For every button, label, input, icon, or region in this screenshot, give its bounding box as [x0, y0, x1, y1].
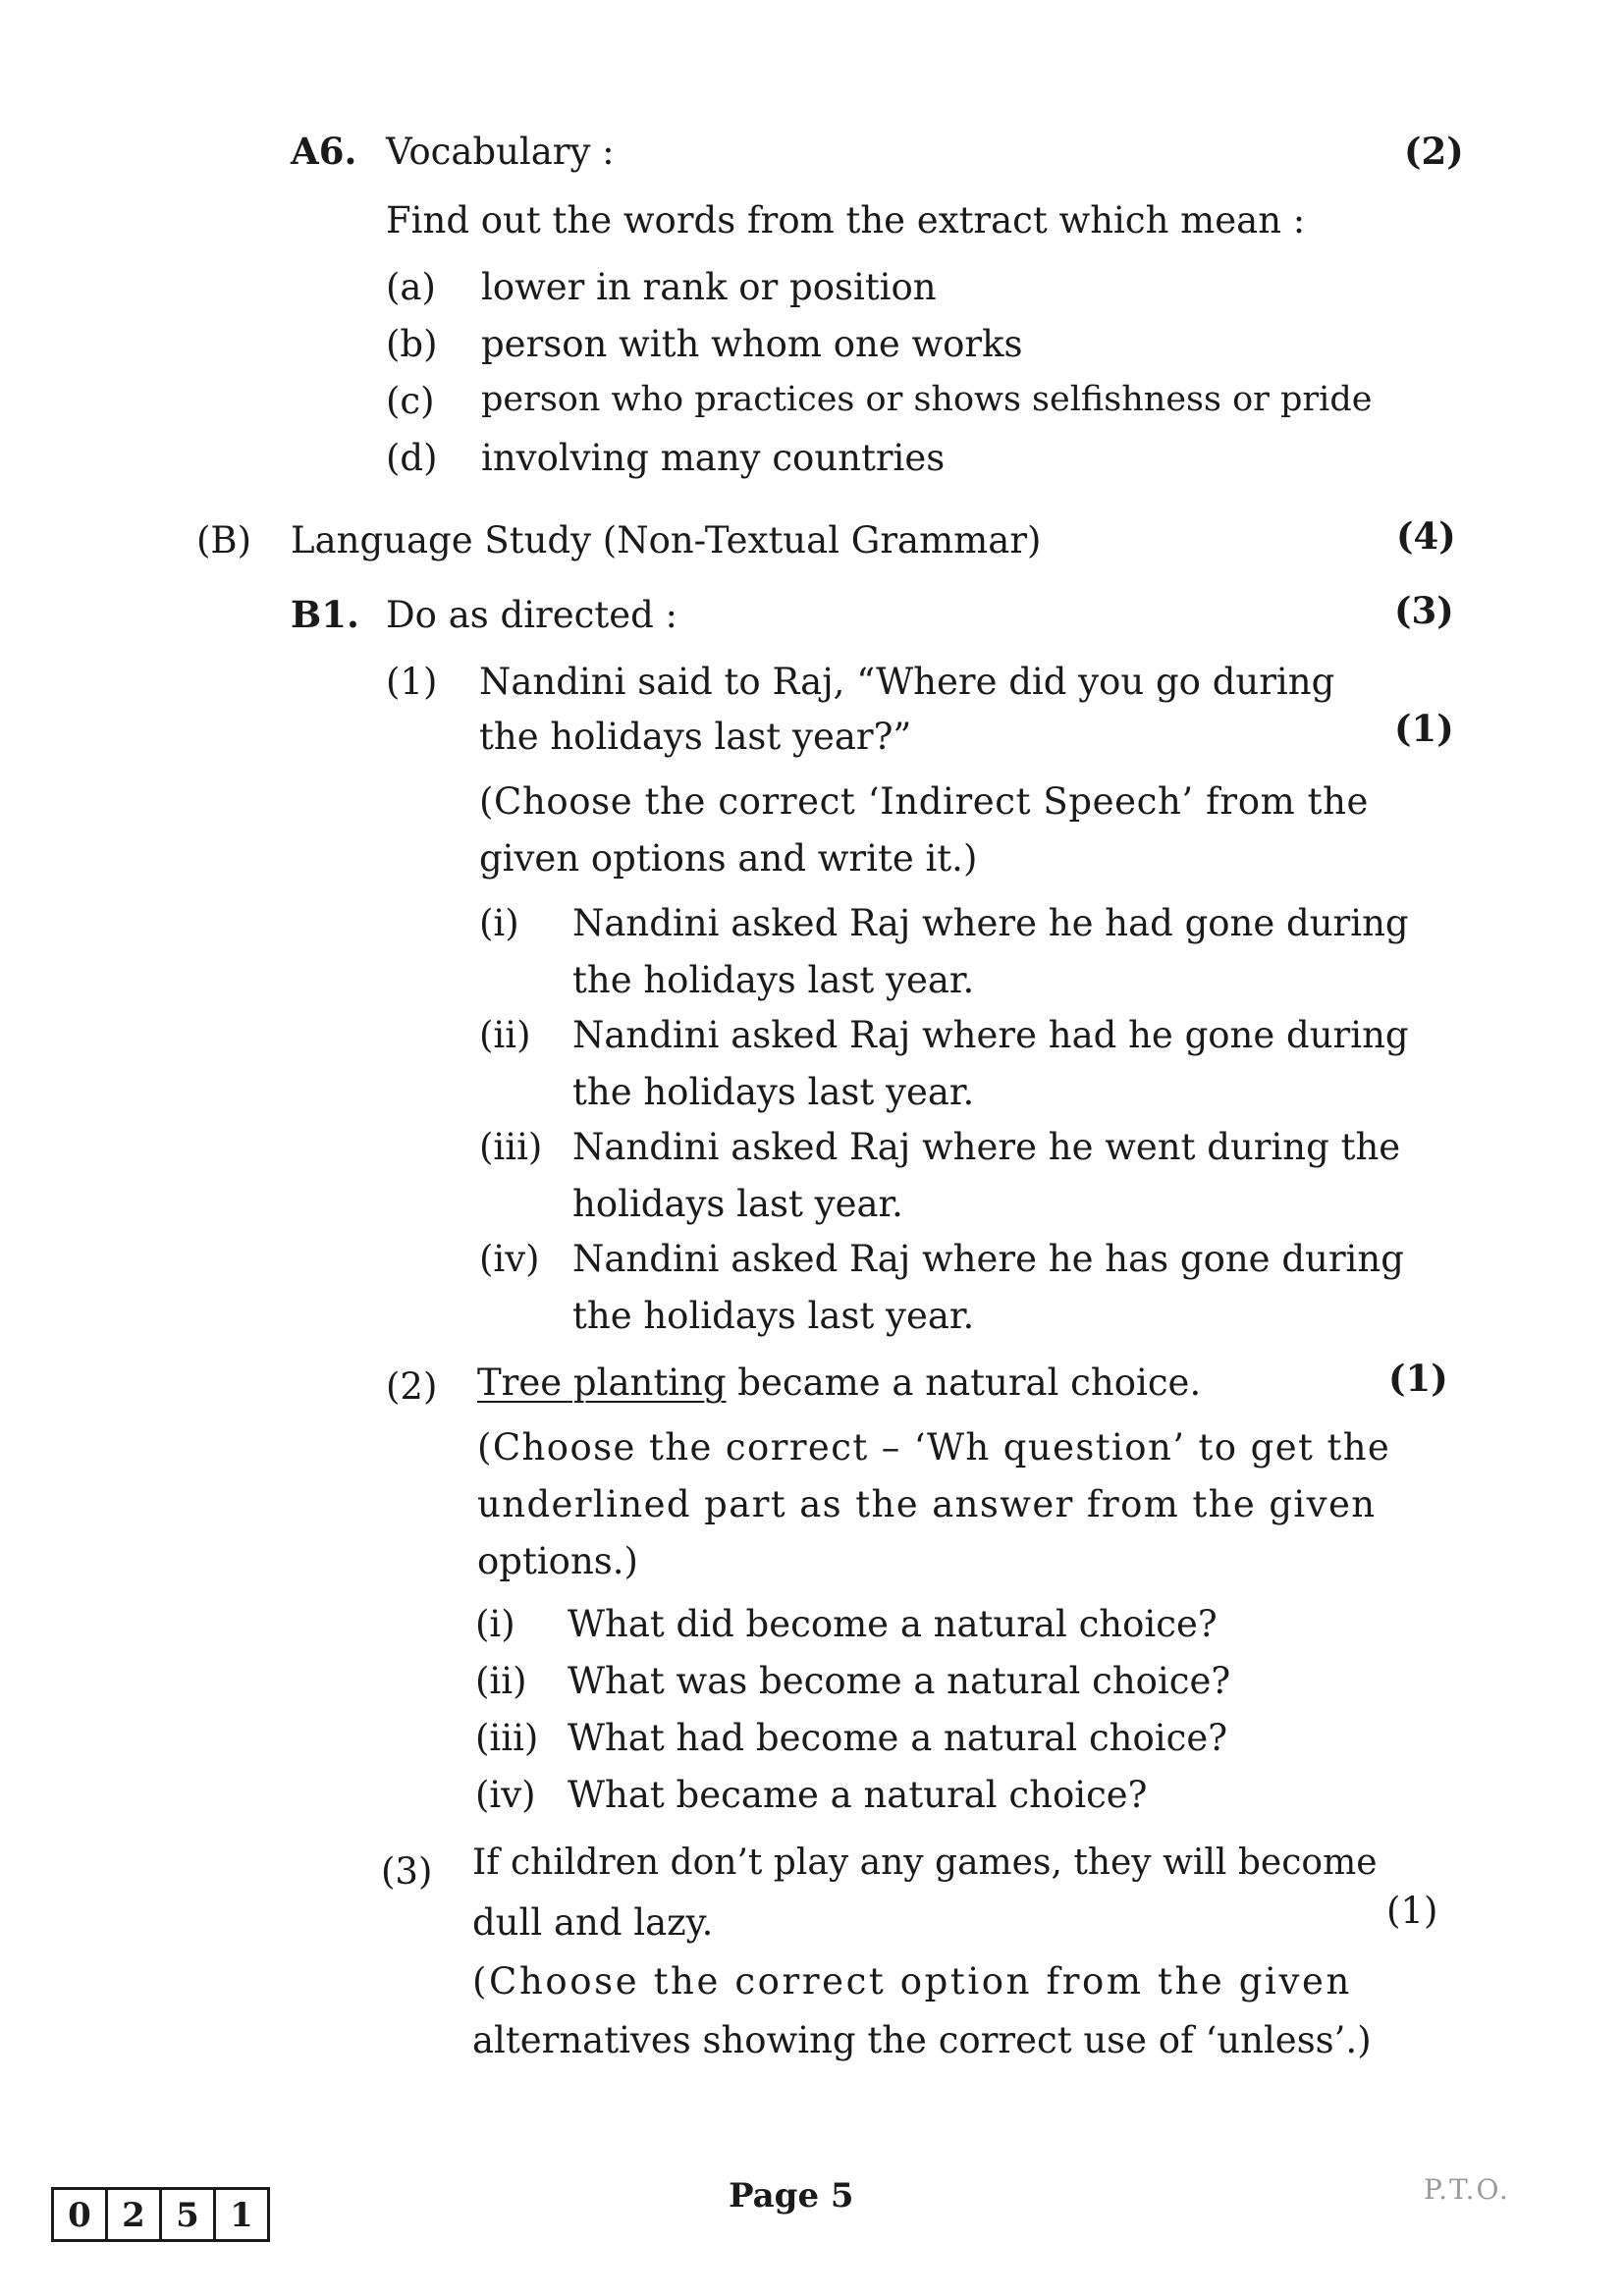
question-title: Do as directed : [386, 594, 678, 636]
page-number [729, 2176, 854, 2216]
question-line: If children don’t play any games, they will become [472, 1842, 1378, 1883]
instruction: (Choose the correct – ‘Wh question’ to get the [477, 1426, 1391, 1468]
marks: (1) [1386, 1890, 1438, 1932]
option-label: (iii) [479, 1126, 543, 1168]
section-label: (B) [196, 519, 252, 561]
item-label: (c) [386, 380, 435, 422]
instruction: (Choose the correct ‘Indirect Speech’ from the [479, 780, 1370, 823]
subquestion-number: (1) [386, 661, 438, 703]
option-label: (iv) [479, 1238, 540, 1280]
instruction: alternatives showing the correct use of ‘unless’.) [472, 2019, 1372, 2061]
question-number: B1. [291, 593, 359, 636]
item-text: involving many countries [481, 437, 946, 479]
item-label: (d) [386, 437, 438, 479]
instruction: underlined part as the answer from the given [477, 1483, 1377, 1525]
marks: (1) [1394, 707, 1454, 750]
option-text: the holidays last year. [572, 1071, 975, 1113]
pto-mark: P.T.O. [1424, 2173, 1510, 2206]
code-digit: 1 [213, 2187, 270, 2242]
subquestion-number: (3) [381, 1850, 433, 1893]
option-text: What had become a natural choice? [568, 1717, 1228, 1759]
item-text: lower in rank or position [481, 266, 937, 308]
option-label: (ii) [479, 1014, 531, 1056]
option-text: Nandini asked Raj where had he gone during [572, 1014, 1409, 1056]
page-label: Page 5 [729, 2176, 854, 2216]
section-title: Language Study (Non-Textual Grammar) [291, 519, 1042, 561]
option-text: What was become a natural choice? [568, 1660, 1231, 1702]
item-text: person with whom one works [481, 323, 1023, 365]
instruction: options.) [477, 1540, 638, 1582]
instruction: (Choose the correct option from the given [472, 1960, 1352, 2002]
item-text: person who practices or shows selfishness or pride [481, 380, 1373, 419]
option-text: What did become a natural choice? [568, 1603, 1218, 1645]
paper-code-boxes [51, 2187, 267, 2242]
option-label: (ii) [475, 1660, 527, 1702]
question-line: dull and lazy. [472, 1901, 714, 1944]
marks: (3) [1394, 589, 1454, 632]
code-digit: 0 [51, 2187, 108, 2242]
option-label: (iv) [475, 1774, 536, 1816]
option-label: (i) [479, 902, 519, 944]
question-title: Vocabulary : [386, 131, 615, 173]
marks: (1) [1388, 1357, 1448, 1400]
option-text: the holidays last year. [572, 1295, 975, 1337]
option-text: What became a natural choice? [568, 1774, 1148, 1816]
option-text: Nandini asked Raj where he had gone during [572, 902, 1409, 944]
option-text: Nandini asked Raj where he has gone during [572, 1238, 1404, 1280]
code-digit: 5 [159, 2187, 216, 2242]
question-rest: became a natural choice. [726, 1362, 1202, 1404]
item-label: (a) [386, 266, 436, 308]
subquestion-number: (2) [386, 1365, 438, 1408]
instruction: Find out the words from the extract which mean : [386, 199, 1306, 241]
question-line: the holidays last year?” [479, 716, 912, 758]
question-number: A6. [291, 130, 357, 173]
instruction: given options and write it.) [479, 837, 978, 880]
question-line [477, 1362, 1202, 1404]
marks: (4) [1396, 514, 1456, 558]
option-label: (i) [475, 1603, 515, 1645]
underlined-part: Tree planting [477, 1362, 727, 1404]
marks: (2) [1404, 130, 1464, 173]
option-text: the holidays last year. [572, 959, 975, 1001]
item-label: (b) [386, 323, 438, 365]
option-text: Nandini asked Raj where he went during the [572, 1126, 1401, 1168]
option-text: holidays last year. [572, 1183, 903, 1225]
code-digit: 2 [105, 2187, 162, 2242]
question-line: Nandini said to Raj, “Where did you go during [479, 661, 1335, 703]
option-label: (iii) [475, 1717, 539, 1759]
